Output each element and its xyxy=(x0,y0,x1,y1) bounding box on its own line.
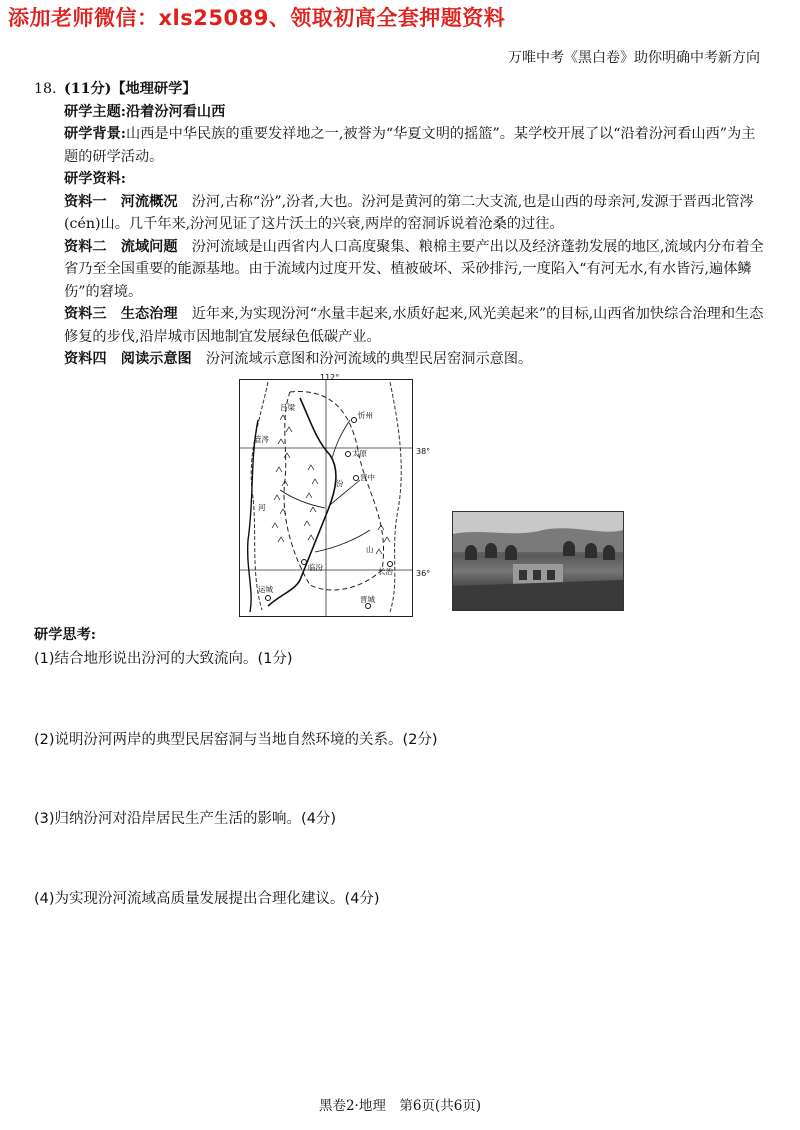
cave-dwelling-illustration xyxy=(453,512,623,610)
label-fen: 汾 xyxy=(336,478,344,488)
subquestion-2: (2)说明汾河两岸的典型民居窑洞与当地自然环境的关系。(2分) xyxy=(34,731,438,748)
label-jincheng: 晋城 xyxy=(360,594,375,604)
material-text: 汾河,古称“汾”,汾者,大也。汾河是黄河的第二大支流,也是山西的母亲河,发源于晋西北管涔(cén)山。几千年来,汾河见证了这片沃土的兴衰,两岸的窑洞诉说着沧桑的过往。 xyxy=(64,193,754,232)
question-header xyxy=(34,78,766,101)
latitude-label-38: 38° xyxy=(416,446,431,456)
cave-dwelling-photo xyxy=(452,511,624,611)
material-label: 资料四 阅读示意图 xyxy=(64,351,192,367)
label-linfen: 临汾 xyxy=(308,562,323,572)
question-score: (11分)【地理研学】 xyxy=(64,81,197,97)
watermark-text: 添加老师微信：xls25089、领取初高全套押题资料 xyxy=(8,6,506,30)
subquestion-3: (3)归纳汾河对沿岸居民生产生活的影响。(4分) xyxy=(34,811,337,827)
label-jinzhong: 晋中 xyxy=(360,472,375,482)
tributaries xyxy=(280,420,370,552)
materials-label: 研学资料: xyxy=(64,171,126,187)
figures xyxy=(34,372,766,622)
material-text: 近年来,为实现汾河“水量丰起来,水质好起来,风光美起来”的目标,山西省加快综合治理和生态修复的步伐,沿岸城市因地制宜发展绿色低碳产业。 xyxy=(64,306,764,345)
background-text: 山西是中华民族的重要发祥地之一,被誉为“华夏文明的摇篮”。某学校开展了以“沿着汾河看山西”为主题的研学活动。 xyxy=(64,126,756,165)
material-2 xyxy=(34,236,766,304)
header-slogan: 万唯中考《黑白卷》助你明确中考新方向 xyxy=(508,50,760,66)
label-yuncheng: 运城 xyxy=(258,584,273,594)
research-background xyxy=(34,123,766,168)
label-guancen: 管涔 xyxy=(254,434,269,444)
longitude-label: 112° xyxy=(320,372,340,382)
question-number: 18. xyxy=(34,81,57,97)
label-xinzhou: 忻州 xyxy=(358,410,373,420)
subquestion-4: (4)为实现汾河流域高质量发展提出合理化建议。(4分) xyxy=(34,890,380,907)
mountain-symbols xyxy=(272,415,390,554)
research-topic: 研学主题:沿着汾河看山西 xyxy=(64,103,226,120)
material-1 xyxy=(34,191,766,236)
subquestion-1: (1)结合地形说出汾河的大致流向。(1分) xyxy=(34,651,293,667)
material-text: 汾河流域是山西省内人口高度聚集、粮棉主要产出以及经济蓬勃发展的地区,流域内分布着全省乃至全国重要的能源基地。由于流域内过度开发、植被破坏、采砂排污,一度陷入“有河无水,有水皆污,遍体鳞伤”的窘境。 xyxy=(64,238,764,300)
material-text: 汾河流域示意图和汾河流域的典型民居窑洞示意图。 xyxy=(205,351,533,367)
material-label: 资料二 流域问题 xyxy=(64,238,178,255)
thinking-label: 研学思考: xyxy=(34,626,96,643)
background-label: 研学背景: xyxy=(64,126,126,142)
page-footer: 黑卷2·地理 第6页(共6页) xyxy=(318,1098,482,1114)
label-lvliang: 吕梁 xyxy=(280,402,295,412)
fen-river-basin-map xyxy=(239,379,413,617)
material-label: 资料三 生态治理 xyxy=(64,306,178,322)
material-label: 资料一 河流概况 xyxy=(64,193,178,210)
question-18 xyxy=(34,78,766,910)
label-taiyuan: 太原 xyxy=(352,448,367,458)
latitude-label-36: 36° xyxy=(416,568,431,578)
label-shan: 山 xyxy=(366,544,374,554)
label-he: 河 xyxy=(258,502,266,512)
label-changzhi: 长治 xyxy=(378,566,393,576)
material-4 xyxy=(34,348,766,371)
material-3 xyxy=(34,303,766,348)
